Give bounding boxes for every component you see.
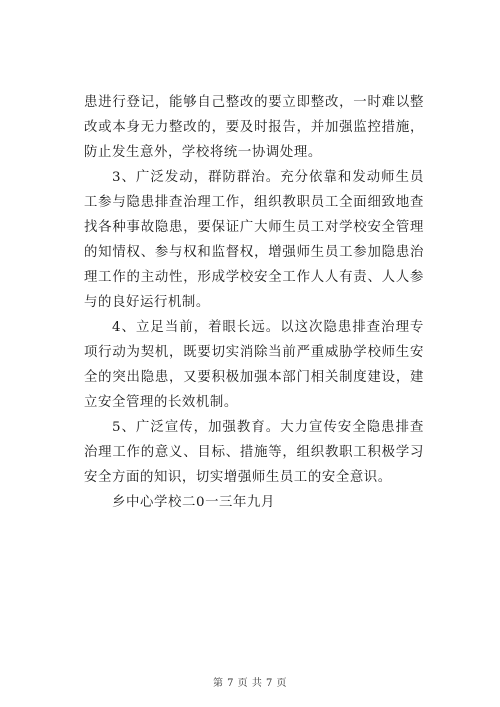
document-body [84,90,424,515]
paragraph-item-3: 3、广泛发动，群防群治。充分依靠和发动师生员工参与隐患排查治理工作，组织教职员工全面细致地查找各种事故隐患，要保证广大师生员工对学校安全管理的知情权、参与权和监督权，增强师生员工参加隐患治理工作的主动性，形成学校安全工作人人有责、人人参与的良好运行机制。 [84,170,424,310]
paragraph-item-5: 5、广泛宣传，加强教育。大力宣传安全隐患排查治理工作的意义、目标、措施等，组织教职工积极学习安全方面的知识，切实增强师生员工的安全意识。 [84,420,424,485]
page-number-footer: 第 7 页 共 7 页 [212,678,288,689]
paragraph-item-4: 4、立足当前，着眼长远。以这次隐患排查治理专项行动为契机，既要切实消除当前严重威胁学校师生安全的突出隐患，又要积极加强本部门相关制度建设，建立安全管理的长效机制。 [84,320,424,410]
signature-line: 乡中心学校二0一三年九月 [112,495,276,510]
paragraph-continuation: 患进行登记，能够自己整改的要立即整改，一时难以整改或本身无力整改的，要及时报告，并加强监控措施，防止发生意外，学校将统一协调处理。 [84,95,424,160]
